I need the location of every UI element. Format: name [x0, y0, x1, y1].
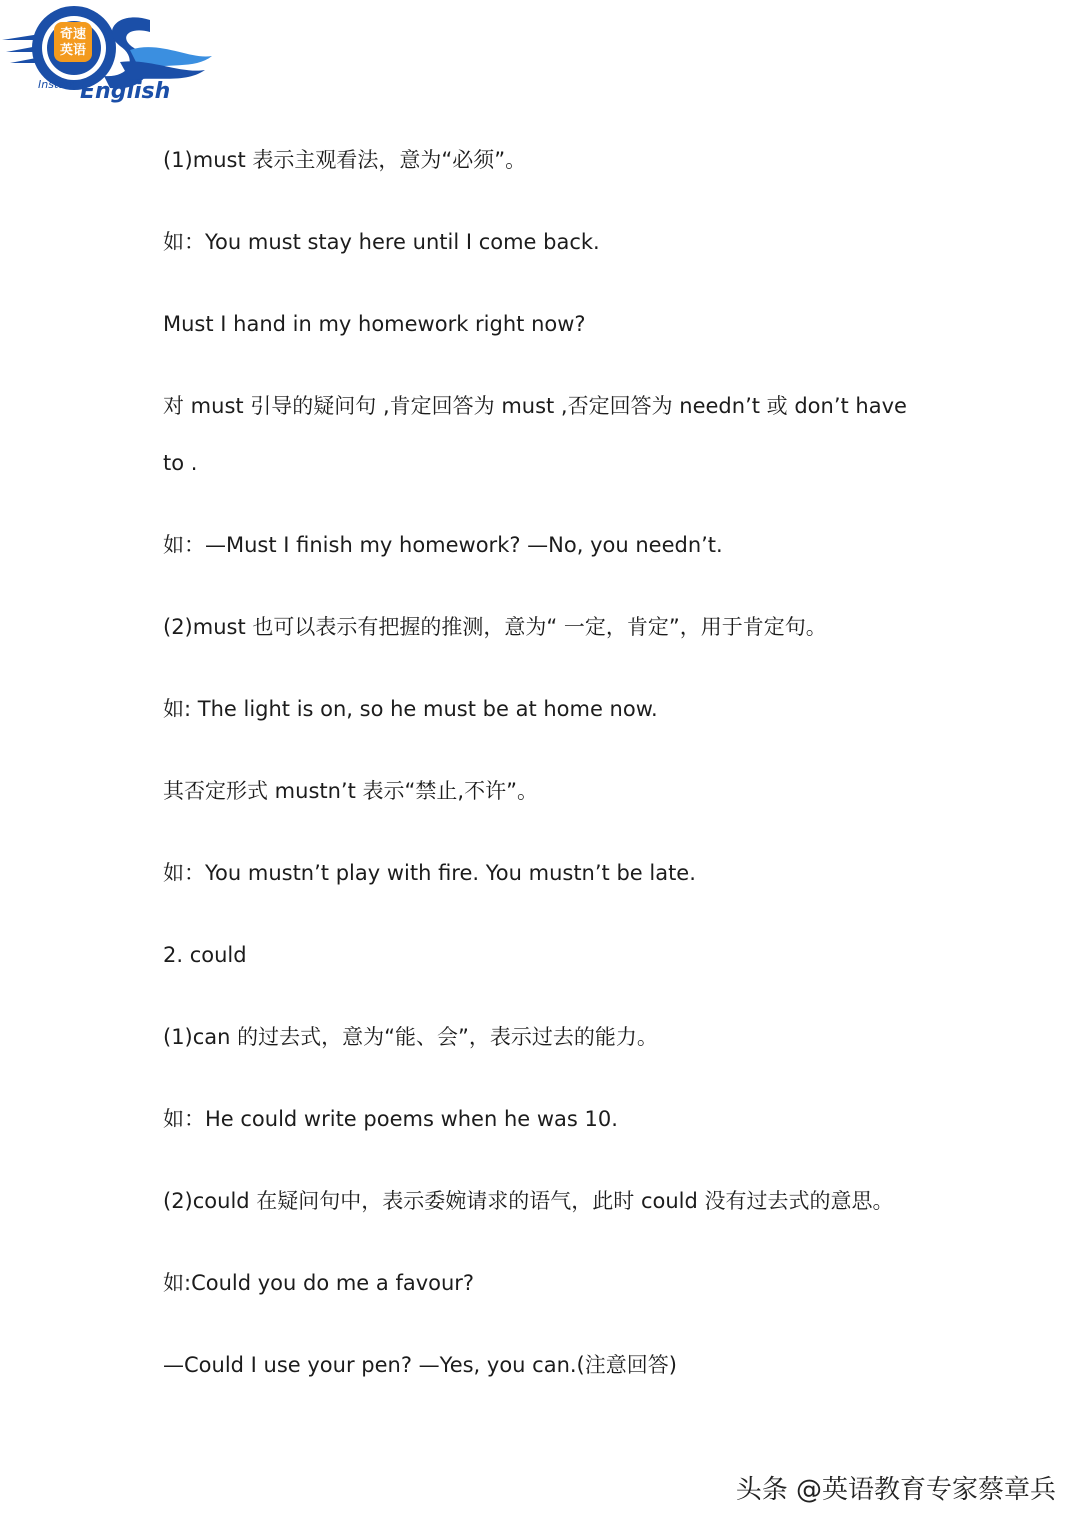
- instant-english-logo: [0, 0, 230, 110]
- text-line: 如: The light is on, so he must be at home now.: [163, 697, 658, 721]
- text-line: 对 must 引导的疑问句 ,肯定回答为 must ,否定回答为 needn’t 或 don’t have: [163, 394, 907, 418]
- text-line: 如：—Must I finish my homework? —No, you needn’t.: [163, 533, 723, 557]
- logo-cn-line1: 奇速: [60, 27, 87, 42]
- text-line: 2. could: [163, 943, 247, 967]
- logo-graphic: [0, 0, 230, 110]
- text-line: 如：You must stay here until I come back.: [163, 230, 600, 254]
- text-line: 如：He could write poems when he was 10.: [163, 1107, 618, 1131]
- text-line: (2)must 也可以表示有把握的推测，意为“ 一定，肯定”，用于肯定句。: [163, 615, 827, 639]
- text-line: to .: [163, 451, 198, 475]
- text-line: —Could I use your pen? —Yes, you can.(注意回答): [163, 1353, 677, 1377]
- logo-cn-line2: 英语: [60, 43, 87, 58]
- text-line: Must I hand in my homework right now?: [163, 312, 586, 336]
- logo-instant-text: Instant: [38, 78, 77, 91]
- text-line: (1)can 的过去式，意为“能、会”，表示过去的能力。: [163, 1025, 658, 1049]
- text-line: 如:Could you do me a favour?: [163, 1271, 475, 1295]
- text-line: 其否定形式 mustn’t 表示“禁止,不许”。: [163, 779, 538, 803]
- logo-english-text: English: [80, 79, 171, 104]
- text-line: (1)must 表示主观看法，意为“必须”。: [163, 148, 527, 172]
- text-line: (2)could 在疑问句中，表示委婉请求的语气，此时 could 没有过去式的意思。: [163, 1189, 894, 1213]
- text-line: 如：You mustn’t play with fire. You mustn’t be late.: [163, 861, 696, 885]
- watermark: 头条 @英语教育专家蔡章兵: [735, 1475, 1056, 1505]
